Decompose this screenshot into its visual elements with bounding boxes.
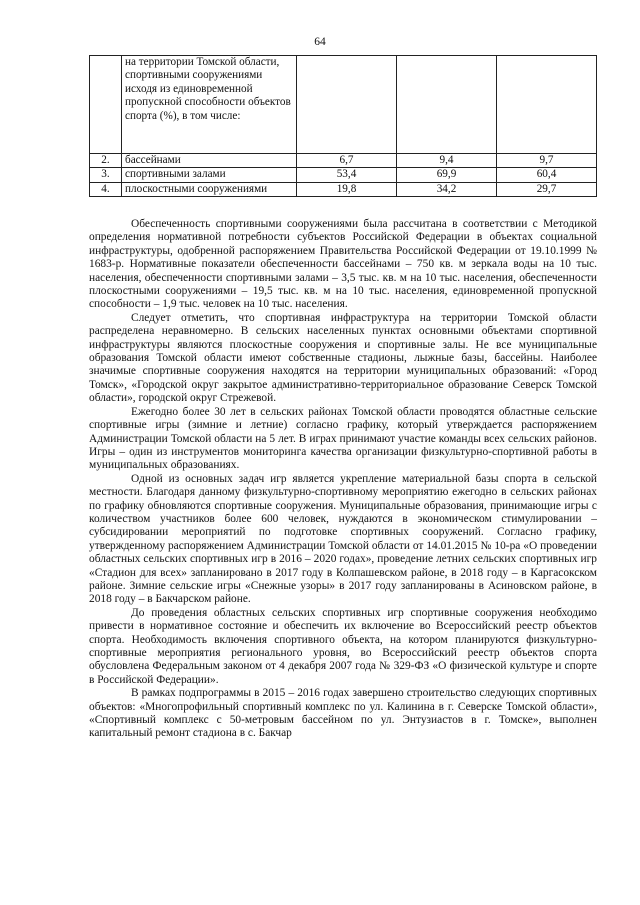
table-row xyxy=(90,182,597,196)
value-cell xyxy=(497,56,597,154)
paragraph: Следует отметить, что спортивная инфраструктура на территории Томской области распределена неравномерно. В сельских населенных пунктах основными объектами спортивной инфраструктуры являются плоскостные сооружения и спортивные залы. Не все муниципальные образования Томской области имеют собственные стадионы, лыжные базы, бассейны. Наиболее значимые спортивные сооружения находятся на территории муниципальных образований: «Город Томск», «Городской округ закрытое административно-территориальное образование Северск Томской области», городской округ Стрежевой. xyxy=(89,311,597,405)
table-row xyxy=(90,56,597,154)
value-cell: 29,7 xyxy=(497,182,597,196)
value-cell xyxy=(297,56,397,154)
page-number: 64 xyxy=(314,36,326,48)
value-cell: 6,7 xyxy=(297,154,397,168)
paragraph: Обеспеченность спортивными сооружениями была рассчитана в соответствии с Методикой определения нормативной потребности субъектов Российской Федерации в объектах социальной инфраструктуры, одобренной распоряжением Правительства Российской Федерации от 19.10.1999 № 1683-р. Нормативные показатели обеспеченности бассейнами – 750 кв. м зеркала воды на 10 тыс. населения, обеспеченности спортивными залами – 3,5 тыс. кв. м на 10 тыс. населения, обеспеченности плоскостными сооружениями – 19,5 тыс. кв. м на 10 тыс. населения, единовременной пропускной способности – 1,9 тыс. человек на 10 тыс. населения. xyxy=(89,218,597,311)
paragraph: Одной из основных задач игр является укрепление материальной базы спорта в сельской местности. Благодаря данному физкультурно-спортивному мероприятию ежегодно в сельских районах по графику обновляются спортивные сооружения. Муниципальные образования, принимающие игры с количеством участников более 600 человек, нуждаются в экономическом стимулировании – субсидировании мероприятий по подготовке спортивных сооружений. Согласно графику, утвержденному распоряжением Администрации Томской области от 14.01.2015 № 10-ра «О проведении областных сельских спортивных игр в 2016 – 2020 годах», проведение летних сельских спортивных игр «Стадион для всех» запланировано в 2017 году в Колпашевском районе, в 2018 году – в Каргасокском районе. Зимние сельские игры «Снежные узоры» в 2017 году запланированы в Асиновском районе, в 2018 году – в Бакчарском районе. xyxy=(89,472,597,606)
value-cell: 34,2 xyxy=(397,182,497,196)
value-cell: 69,9 xyxy=(397,168,497,182)
row-name-cell: бассейнами xyxy=(122,154,297,168)
value-cell: 19,8 xyxy=(297,182,397,196)
row-number-cell: 4. xyxy=(90,182,122,196)
value-cell: 53,4 xyxy=(297,168,397,182)
row-number-cell: 2. xyxy=(90,154,122,168)
row-number-cell: 3. xyxy=(90,168,122,182)
paragraph: До проведения областных сельских спортивных игр спортивные сооружения необходимо привести в нормативное состояние и обеспечить их включение во Всероссийский реестр объектов спорта. Необходимость включения спортивного объекта, на котором планируются физкультурно-спортивные мероприятия регионального уровня, во Всероссийский реестр объектов спорта обусловлена Федеральным законом от 4 декабря 2007 года № 329-ФЗ «О физической культуре и спорте в Российской Федерации». xyxy=(89,606,597,686)
value-cell: 9,7 xyxy=(497,154,597,168)
value-cell xyxy=(397,56,497,154)
sports-facilities-table xyxy=(89,55,597,197)
row-name-cell: на территории Томской области, спортивными сооружениями исходя из единовременной пропускной способности объектов спорта (%), в том числе: xyxy=(122,56,297,154)
table-row xyxy=(90,168,597,182)
row-number-cell xyxy=(90,56,122,154)
paragraph: Ежегодно более 30 лет в сельских районах Томской области проводятся областные сельские спортивные игры (зимние и летние) согласно графику, который утверждается распоряжением Администрации Томской области на 5 лет. В играх принимают участие команды всех сельских районов. Игры – один из инструментов мониторинга качества организации физкультурно-спортивной работы в муниципальных образованиях. xyxy=(89,405,597,472)
value-cell: 60,4 xyxy=(497,168,597,182)
body-text xyxy=(89,218,597,741)
value-cell: 9,4 xyxy=(397,154,497,168)
paragraph: В рамках подпрограммы в 2015 – 2016 годах завершено строительство следующих спортивных объектов: «Многопрофильный спортивный комплекс по ул. Калинина в г. Северске Томской области», «Спортивный комплекс с 50-метровым бассейном по ул. Энтузиастов в г. Томске», выполнен капитальный ремонт стадиона в с. Бакчар xyxy=(89,687,597,740)
row-name-cell: плоскостными сооружениями xyxy=(122,182,297,196)
table-row xyxy=(90,154,597,168)
row-name-cell: спортивными залами xyxy=(122,168,297,182)
